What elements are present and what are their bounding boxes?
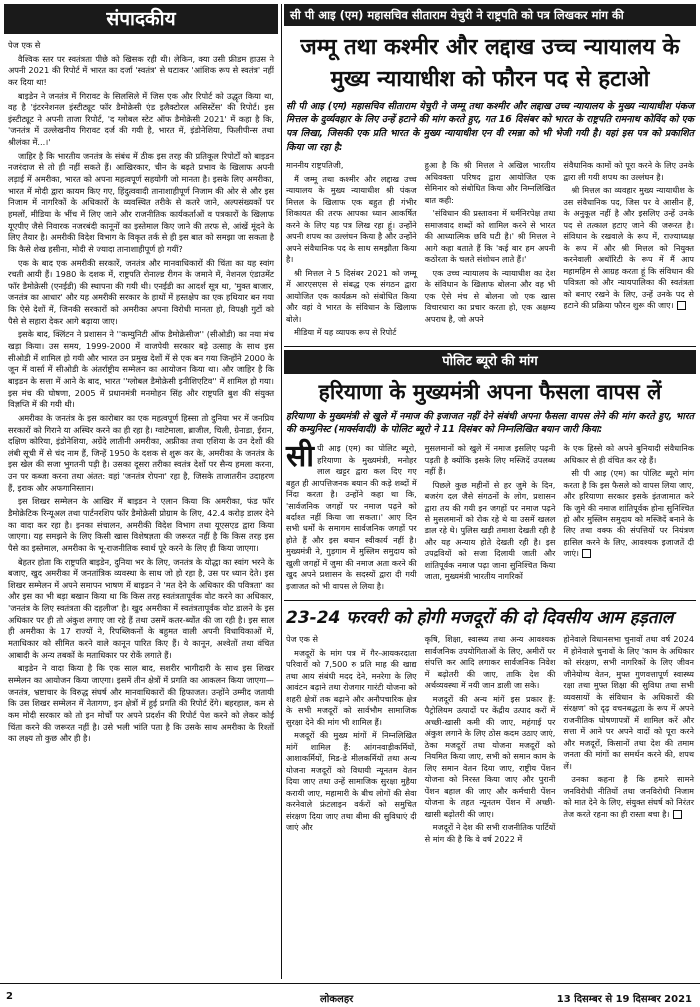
story3-col-3 bbox=[563, 634, 694, 847]
story2-paragraph: के एक हिस्से को अपने बुनियादी संवैधानिक अधिकार से ही वंचित कर रहे हैं। bbox=[563, 443, 695, 465]
story2-paragraph: पिछले कुछ महीनों से हर जुमे के दिन, बजरंग दल जैसे संगठनों के लोग, प्रशासन द्वारा तय की गयी इन जगहों पर नमाज पढ़ने से मुसलमानों को रोक रहे थे या उसमें खलल डाल रहे थे। पुलिस खड़ी तमाशा देखती रही है और यह अन्याय होते देखती रही है। इस उपद्रवियों को सजा दिलायी जाती और शांतिपूर्वक नमाज पढ़ा जाना सुनिश्चित किया जाता, मुख्यमंत्री भारतीय नागरिकों bbox=[424, 479, 556, 582]
story2-col-3 bbox=[563, 443, 694, 594]
story1-col-3 bbox=[563, 160, 694, 340]
story3-paragraph: होनेवाले विधानसभा चुनावों तथा वर्ष 2024 में होनेवाले चुनावों के लिए 'काम के अधिकार को संरक्षण, सभी नागरिकों के लिए जीवन जीनेयोग्य वेतन, मुफ्त गुणवत्तापूर्ण स्वास्थ्य रक्षा तथा मुफ्त शिक्षा की सुविधा तथा सभी व्यवसायों के संविधान के अधिकारों की संरक्षण' को दृढ़ वचनबद्धता के रूप में अपने राजनीतिक घोषणापत्रों में शामिल करें और सत्ता में आने पर अपने वादों को पूरा करने और मजदूरों, किसानों तथा देश की तमाम जनता की मांगों का समर्थन करने की, शपथ लें। bbox=[563, 634, 695, 771]
story2-paragraph: पी आइ (एम) का पोलिट ब्यूरो, हरियाणा के मुख्यमंत्री, मनोहर लाल खट्टर द्वारा कल दिए गए बहुत ही आपत्तिजनक बयान की कड़े शब्दों में निंदा करता है। उन्होंने कहा था कि, 'सार्वजनिक जगहों पर नमाज पढ़ने को बर्दाश्त नहीं किया जा सकता।' आए दिन सभी धर्मों के समागम सार्वजनिक जगहों पर होते हैं और इस बयान स्वीकार्य नहीं है। मुख्यमंत्री ने, गुड़गाम में मुस्लिम समुदाय को खुली जगहों में जुमा की नमाज अता करने की खुद अपने प्रशासन के सदस्यों द्वारा दी गयी इजाजत को भी वापस ले लिया है। bbox=[286, 443, 417, 591]
story1-paragraph: हुआ है कि श्री मित्तल ने अखिल भारतीय अधिवक्ता परिषद द्वारा आयोजित एक सेमिनार को संबोधित किया और निम्नलिखित बात कही: bbox=[424, 160, 556, 205]
editorial-byline: पेज एक से bbox=[8, 40, 41, 50]
page-number: 2 bbox=[6, 991, 13, 1002]
newspaper-name: लोकलहर bbox=[320, 994, 354, 1005]
story2-lede: हरियाणा के मुख्यमंत्री से खुले में नमाज की इजाजत नहीं देने संबंधी अपना फैसला वापस लेने की मांग करते हुए, भारत की कम्युनिस्ट (मार्क्सवादी) के पोलिट ब्यूरो ने 11 दिसंबर को निम्नलिखित बयान जारी किया: bbox=[286, 410, 694, 436]
story3-paragraph: मजदूरों की अन्य मांगें इस प्रकार हैं: पैट्रोलियम उत्पादों पर केंद्रीय उत्पाद करों में अच्छी-खासी कमी की जाए, महंगाई पर अंकुश लगाने के लिए ठोस कदम उठाए जाएं, ठेका मजदूरों तथा योजना मजदूरों को नियमित किया जाए, सभी को समान काम के लिए समान वेतन दिया जाए, राष्ट्रीय पेंशन योजना को निरस्त किया जाए और पुरानी पेंशन बहाल की जाए और कर्मचारी पेंशन योजना के तहत न्यूनतम पेंशन में अच्छी-खासी बढ़ोतरी की जाए। bbox=[424, 693, 556, 819]
story-general-strike bbox=[284, 600, 696, 849]
editorial-paragraph: इसके बाद, क्लिंटन ने प्रशासन ने ''कम्युनिटी ऑफ डैमोक्रेसीज'' (सीओडी) का नया मंच खड़ा किया। उस समय, 1999-2000 में वाजपेयी सरकार बड़े उत्साह के साथ इस सीओडी में शामिल हो गयी और भारत उन प्रमुख देशों में से एक बन गया जिन्होंने 2000 के जून में वार्सा में सीओडी के अंतर्राष्ट्रीय सम्मेलन का आयोजन किया था। और जाहिर है कि बाइडन के सत्ता में आने के बाद, भारत ''ग्लोबल डैमोक्रेसी इनीशिएटिव'' में शामिल हो गया। इस मंच की घोषणा, 2005 में प्रधानमंत्री मनमोहन सिंह और राष्ट्रपति बुश की संयुक्त विज्ञप्ति में की गयी थी। bbox=[8, 329, 274, 410]
editorial-paragraph: बाइडेन ने वादा किया है कि एक साल बाद, सशरीर भागीदारी के साथ इस शिखर सम्मेलन का आयोजन किया जाएगा। इसमें तीन क्षेत्रों में प्रगति का आकलन किया जाएगा—जनतंत्र, भ्रष्टाचार के विरुद्ध संघर्ष और मानवाधिकारों की हिफाजत। उन्होंने उम्मीद जतायी कि उस शिखर सम्मेलन में नेतागण, इन क्षेत्रों में हुई प्रगति की रिपोर्ट देंगे। बहरहाल, कम से कम मोदी सरकार को तो इन मोर्चों पर अपने प्रदर्शन की रिपोर्ट पेश करने को लेकर कोई चिंता करने की जरूरत नहीं है। उसे भली भांति पता है कि उसके साथ अमरीका के रिश्तों का लक्ष्य तो कुछ और ही है। bbox=[8, 663, 274, 744]
story3-last-paragraph: उनका कहना है कि हमारे सामने जनविरोधी नीतियों तथा जनविरोधी निजाम को मात देने के लिए, संयुक्त संघर्ष को निरंतर तेज करते रहना का ही रास्ता बचा है। bbox=[563, 774, 695, 819]
story3-paragraph: मजदूरों ने देश की सभी राजनीतिक पार्टियों से मांग की है कि वे वर्ष 2022 में bbox=[424, 822, 556, 844]
editorial-body bbox=[4, 34, 278, 745]
story1-paragraph bbox=[563, 185, 694, 311]
story1-paragraph: एक उच्च न्यायालय के न्यायाधीश का देश के संविधान के खिलाफ बोलना और वह भी एक ऐसे मंच से बोलना जो एक खास विचारधारा का प्रचार करता हो, एक अक्षम्य अपराध है, जो अपने bbox=[424, 267, 556, 324]
story-haryana-cm bbox=[284, 350, 696, 597]
column-divider bbox=[281, 4, 282, 979]
issue-date: 13 दिसम्बर से 19 दिसम्बर 2021 bbox=[556, 994, 692, 1005]
footer-rule bbox=[0, 983, 700, 984]
story2-headline: हरियाणा के मुख्यमंत्री अपना फैसला वापस लें bbox=[318, 379, 662, 404]
story2-col-2 bbox=[425, 443, 556, 594]
story-jk-chief-justice bbox=[284, 4, 696, 343]
editorial-column bbox=[4, 4, 278, 979]
story1-col-2 bbox=[425, 160, 556, 340]
story1-last-paragraph: श्री मित्तल का व्यवहार मुख्य न्यायाधीश के उस संवैधानिक पद, जिस पर वे आसीन हैं, के अनुकूल नहीं है और इसलिए उन्हें उनके पद से तत्काल हटाए जाने की जरूरत है। संविधान के रखवाले के रूप में, राज्याध्यक्ष के रूप में और श्री मित्तल को नियुक्त करनेवाली अथॉरिटी के रूप में मैं आप महामहिम से आग्रह करता हूं कि संविधान की पवित्रता को और न्यायपालिका की स्वतंत्रता को बनाए रखने के लिए, उन्हें उनके पद से हटाने की प्रक्रिया फौरन शुरू की जाए। bbox=[563, 185, 695, 311]
story3-col-1 bbox=[286, 634, 417, 847]
story3-headline: 23-24 फरवरी को होगी मजदूरों की दो दिवसीय आम हड़ताल bbox=[284, 600, 696, 632]
story2-paragraph bbox=[563, 468, 694, 560]
story2-dropcap: सी bbox=[286, 439, 315, 475]
story1-paragraph: मैं जम्मू तथा कश्मीर और लद्दाख उच्च न्यायालय के मुख्य न्यायाधीश श्री पंकज मित्तल के खिलाफ एक बहुत ही गंभीर शिकायत की तरफ आपका ध्यान आकर्षित करने के लिए यह पत्र लिख रहा हूं। उन्होंने अपनी शपथ का उल्लंघन किया है और उन्होंने अपने संवैधानिक पद के साथ समझौता किया है। bbox=[286, 173, 417, 265]
story3-paragraph: मजदूरों की मुख्य मांगों में निम्नलिखित मांगें शामिल हैं: आंगनवाड़ीकर्मियों, आशाकर्मियों, मिड-डे मीलकर्मियों तथा अन्य योजना मजदूरों को विधायी न्यूनतम वेतन दिया जाए तथा उन्हें सामाजिक सुरक्षा मुहैया करायी जाए, महामारी के बीच लोगों की सेवा करनेवाले फ्रंटलाइन वर्करों को समुचित संरक्षण दिया जाए तथा बीमा की सुविधाएं दी जाएं और bbox=[286, 730, 417, 833]
end-mark-icon bbox=[677, 301, 686, 310]
section-rule bbox=[284, 346, 696, 347]
editorial-heading: संपादकीय bbox=[4, 4, 278, 34]
end-mark-icon bbox=[582, 549, 591, 558]
story3-paragraph bbox=[563, 774, 694, 820]
page-footer bbox=[0, 987, 700, 1007]
story1-headline: जम्मू तथा कश्मीर और लद्दाख उच्च न्यायालय के मुख्य न्यायाधीश को फौरन पद से हटाओ bbox=[300, 35, 680, 92]
story3-byline: पेज एक से bbox=[286, 634, 318, 645]
story2-col-1 bbox=[286, 439, 417, 594]
story1-col-1 bbox=[286, 160, 417, 340]
story2-body bbox=[284, 441, 696, 596]
story1-lede: सी पी आइ (एम) महासचिव सीताराम येचुरी ने जम्मू तथा कश्मीर और लद्दाख उच्च न्यायालय के मुख्य न्यायाधीश पंकज मित्तल के दुर्व्यवहार के लिए उन्हें हटाने की मांग करते हुए, गत 16 दिसंबर को भारत के राष्ट्रपति रामनाथ कोविंद को एक पत्र लिखा, जिसकी एक प्रति भारत के मुख्य न्यायाधीश एन वी रमन्ना को भी भेजी गयी है। यहां इस पत्र को प्रकाशित किया जा रहा है: bbox=[286, 100, 694, 153]
editorial-paragraph: एक के बाद एक अमरीकी सरकारें, जनतंत्र और मानवाधिकारों की चिंता का यह स्वांग रचती आयी हैं। 1980 के दशक में, राष्ट्रपति रोनाल्ड रीगन के जमाने में, नेशनल एंडाउमेंट फॉर डैमोक्रेसी (एनईडी) की स्थापना की गयी थी। एनईडी का आदर्श सूत्र था, 'मुक्त बाजार, जनतंत्र का आधार' और यह अमरीकी सरकार के हाथों में हस्तक्षेप का एक हथियार बन गया कि ऐसे देशों में, जिनकी सरकारों को अमरीका अपना विरोधी मानता हो, विपक्षी गुटों को पैसे से सहारा देकर आगे बढ़ाया जाए। bbox=[8, 257, 274, 326]
story1-body bbox=[284, 158, 696, 342]
story1-paragraph: माननीय राष्ट्रपतिजी, bbox=[286, 160, 344, 171]
story3-col-2 bbox=[425, 634, 556, 847]
editorial-paragraph: अमरीका के जनतंत्र के इस कारोबार का एक महत्वपूर्ण हिस्सा तो दुनिया भर में जनप्रिय सरकारों को गिराने या अस्थिर करने का ही रहा है। ग्वाटेमाला, ब्राजील, चिली, ग्रेनाडा, ईरान, दक्षिण कोरिया, इंडोनेशिया, अग्रेंदे लातीनी अमरीका, अफ्रीका तथा एशिया के उन देशों की लंबी सूची में से चंद नाम हैं, जिन्हें 1950 के दशक से शुरू कर के, अमरीका के जनतंत्र के इस खेल की सजा भुगतनी पड़ी है। उसका दूसरा तरीका स्वतंत्र देशों पर सैन्य हमला करना, उन पर कब्जा करना तथा अंतत: वहां 'जनतंत्र रोपना' रहा है, जिसके ताजातरीन उदाहरण हैं, इराक और अफगानिस्तान। bbox=[8, 412, 274, 493]
story2-last-paragraph: सी पी आइ (एम) का पोलिट ब्यूरो मांग करता है कि इस फैसले को वापस लिया जाए, और हरियाणा सरकार इसके इंतजामात करे कि जुमे की नमाज शांतिपूर्वक होना सुनिश्चित हो और मुस्लिम समुदाय को मस्जिदें बनाने के लिए तथा वक्फ की संपत्तियों पर नियंत्रण हासिल करने के लिए, आवश्यक इजाजतें दी जाएं। bbox=[563, 468, 695, 559]
story1-paragraph: संवैधानिक कामों को पूरा करने के लिए उनके द्वारा ली गयी शपथ का उल्लंघन है। bbox=[563, 160, 695, 182]
story3-paragraph: कृषि, शिक्षा, स्वास्थ्य तथा अन्य आवश्यक सार्वजनिक उपयोगिताओं के लिए, अमीरों पर संपत्ति कर आदि लगाकर सार्वजनिक निवेश में बढ़ोतरी की जाए, ताकि देश की अर्थव्यवस्था में नयी जान डाली जा सके। bbox=[424, 634, 556, 691]
story1-paragraph: 'संविधान की प्रस्तावना में धर्मनिरपेक्ष तथा समाजवाद शब्दों को शामिल करने से भारत की आध्यात्मिक छवि घटी है।' श्री मित्तल ने आगे कहा बताते हैं कि 'कई बार हम अपनी कठोरता के चलते संशोधन लाते हैं।' bbox=[424, 208, 556, 265]
editorial-paragraph: बाइडेन ने जनतंत्र में गिरावट के सिलसिले में जिस एक और रिपोर्ट को उद्धृत किया था, वह है 'इंटरनेशनल इंस्टीट्यूट फॉर डैमोक्रेसी एंड इलैक्टोरल असिस्टेंस' की रिपोर्ट। इस इंस्टीट्यूट ने अपनी ताजा रिपोर्ट, 'द ग्लोबल स्टेट ऑफ डैमोक्रेसी 2021' में कहा है कि, 'जनतंत्र में उल्लेखनीय गिरावट दर्ज की गयी है, भारत में, इंडोनेशिया, फिलीपीन्स तथा श्रीलंका में...।' bbox=[8, 90, 274, 148]
story3-body bbox=[284, 632, 696, 849]
editorial-paragraph: वैश्विक स्तर पर स्वतंत्रता पीछे को खिसक रही थी। लेकिन, क्या उसी फ्रीडम हाउस ने अपनी 2021 की रिपोर्ट में भारत का दर्जा 'स्वतंत्र' से घटाकर 'आंशिक रूप से स्वतंत्र' नहीं कर दिया था! bbox=[8, 53, 274, 87]
story3-paragraph: मजदूरों के मांग पत्र में गैर-आयकरदाता परिवारों को 7,500 रु प्रति माह की खाद्य तथा आय संबंधी मदद देने, मनरेगा के लिए आवंटन बढ़ाने तथा रोजगार गारंटी योजना को शहरी क्षेत्रों तक बढ़ाने और अनौपचारिक क्षेत्र के सभी मजदूरों को सार्वभौम सामाजिक सुरक्षा देने की मांग भी शामिल हैं। bbox=[286, 647, 417, 727]
story2-banner: पोलिट ब्यूरो की मांग bbox=[284, 350, 696, 374]
editorial-paragraph: बेहतर होता कि राष्ट्रपति बाइडेन, दुनिया भर के लिए, जनतंत्र के योद्धा का स्वांग भरने के बजाए, खुद अमरीका में जनतांत्रिक व्यवस्था के साथ जो हो रहा है, उस पर ध्यान देते। इस शिखर सम्मेलन में अपने समापन भाषण में बाइडन ने 'मत देने के अधिकार की पवित्रता' का और इस का भी बड़ा बखान किया था कि किस तरह स्वतंत्रतापूर्वक वोट करने का अधिकार, 'जनतंत्र के लिए स्वतंत्रता की दहलीज' है। खुद अमरीका में स्वतंत्रतापूर्वक वोट डालने के इस अधिकार पर ही तो अंकुश लगाए जा रहे हैं तथा उसमें कतर-ब्योंत की जा रही है। इस साल ही अमरीका के 17 राज्यों ने, रिपब्लिकनों के बहुमत वाली अपनी विधायिकाओं में, मताधिकार को सीमित करने वाले कानून पारित किए हैं। ये कानून, अश्वेतों तथा वंचित आबादी के अन्य तबकों के मताधिकार पर रोकें लगाते हैं। bbox=[8, 556, 274, 660]
story1-paragraph: मीडिया में यह व्यापक रूप से रिपोर्ट bbox=[294, 327, 397, 338]
editorial-paragraph: जाहिर है कि भारतीय जनतंत्र के संबंध में ठीक इस तरह की प्रतिकूल रिपोर्टों को बाइडन नजरंदाज से तो ही नहीं सकते हैं। आखिरकार, चीन के बढ़ते प्रभाव के खिलाफ अपनी लड़ाई में अमरीका, भारत को अपना महत्वपूर्ण सहयोगी जो मानता है। इसके लिए अमरीका, भारत में मोदी द्वारा कायम किए गए, हिंदुत्ववादी तानाशाहीपूर्ण निजाम की ओर से और इस निजाम में नागरिकों के अधिकारों के व्यवस्थित तरीके से कतरे जाने, अल्पसंख्यकों पर हमलों, मीडिया के भींच में लिए जाने और राजनीतिक कार्यकर्ताओं व पत्रकारों के खिलाफ यूएपीए जैसे निवारक नजरबंदी कानूनों का इस्तेमाल किए जाने की तरफ से, आंखें मूंदने के लिए तैयार है। अमरीकी विदेश विभाग के विकृत तर्क से ही इस बात को समझा जा सकता है कि कैसे शेख हसीना, मोदी से ज्यादा तानाशाहीपूर्ण हो गयीं? bbox=[8, 150, 274, 254]
story2-paragraph: मुसलमानों को खुले में नमाज इसलिए पढ़नी पड़ती है क्योंकि इसके लिए मस्जिदें उपलब्ध नहीं हैं। bbox=[424, 443, 556, 477]
end-mark-icon bbox=[673, 810, 682, 819]
editorial-paragraph: इस शिखर सम्मेलन के आखिर में बाइडन ने एलान किया कि अमरीका, फंड फॉर डैमोक्रेटिक रिन्यूअल तथा पार्टनरशिप फॉर डैमोक्रेसी प्रोग्राम के लिए, 42.4 करोड़ डालर देने का वादा कर रहा है। इनका संचालन, अमरीकी विदेश विभाग तथा यूएसएड द्वारा किया जाएगा। यह समझने के लिए किसी खास विशेषज्ञता की जरूरत नहीं है कि किस तरह इस पैसे का इस्तेमाल, अमरीका के भू-राजनीतिक स्वार्थ पूरे करने के लिए ही किया जाएगा। bbox=[8, 496, 274, 553]
story1-paragraph: श्री मित्तल ने 5 दिसंबर 2021 को जम्मू में आरएसएस से संबद्ध एक संगठन द्वारा आयोजित एक कार्यक्रम को संबोधित किया और वहां वे भारत के संविधान के खिलाफ बोले। bbox=[286, 267, 417, 324]
news-column bbox=[284, 4, 696, 979]
story1-banner: सी पी आइ (एम) महासचिव सीताराम येचुरी ने राष्ट्रपति को पत्र लिखकर मांग की bbox=[284, 4, 696, 26]
